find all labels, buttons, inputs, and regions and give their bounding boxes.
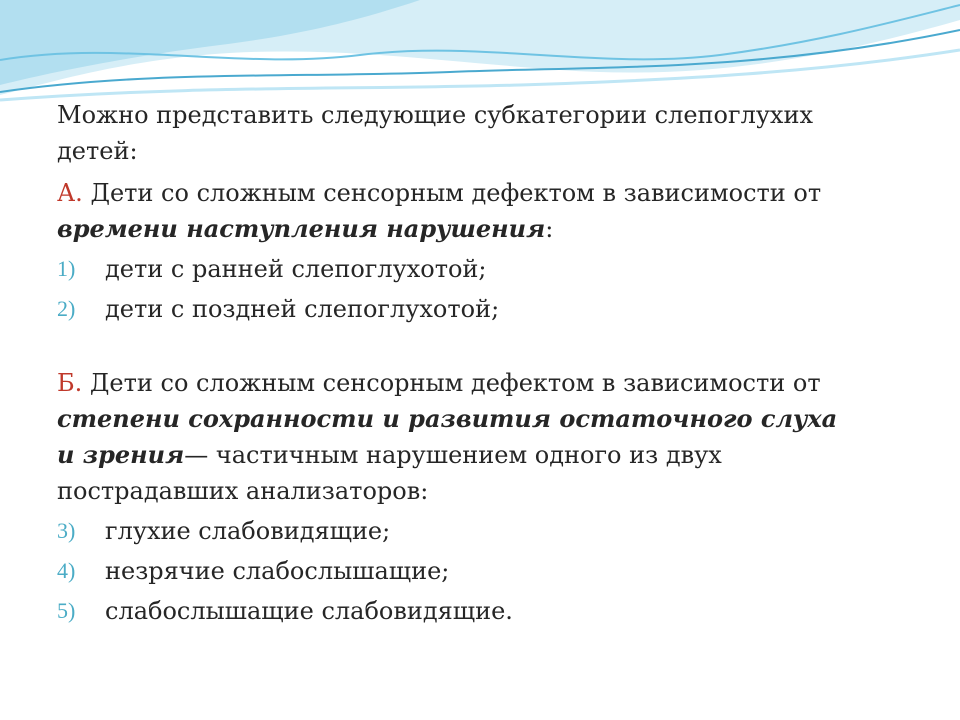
intro-paragraph — [57, 97, 907, 169]
section-b-tail-2: пострадавших анализаторов: — [57, 477, 429, 505]
list-item-number: 1) — [57, 256, 76, 281]
section-a-letter: А. — [57, 179, 83, 207]
intro-line-2: детей: — [57, 137, 138, 165]
list-item-text: дети с поздней слепоглухотой; — [105, 295, 500, 323]
section-a-text: Дети со сложным сенсорным дефектом в зависимости от — [82, 179, 822, 207]
slide-content — [57, 97, 907, 633]
list-item — [57, 593, 907, 629]
section-b-letter: Б. — [57, 369, 83, 397]
list-item-number: 3) — [57, 518, 76, 543]
list-item-text: слабослышащие слабовидящие. — [105, 597, 513, 625]
list-item-text: глухие слабовидящие; — [105, 517, 391, 545]
section-a-emphasis: времени наступления нарушения — [57, 214, 546, 243]
section-b-heading — [57, 365, 907, 509]
list-item-text: незрячие слабослышащие; — [105, 557, 450, 585]
list-item-text: дети с ранней слепоглухотой; — [105, 255, 487, 283]
section-b-emphasis-2: и зрения — [57, 440, 185, 469]
section-b-text: Дети со сложным сенсорным дефектом в зависимости от — [82, 369, 821, 397]
list-item-number: 4) — [57, 558, 76, 583]
list-item — [57, 291, 907, 327]
section-b-tail-1: — частичным нарушением одного из двух — [184, 441, 722, 469]
section-b-emphasis-1: степени сохранности и развития остаточного слуха — [57, 404, 838, 433]
section-a-tail: : — [545, 215, 554, 243]
intro-line-1: Можно представить следующие субкатегории слепоглухих — [57, 101, 813, 129]
list-item-number: 5) — [57, 598, 76, 623]
section-a-heading — [57, 175, 907, 247]
list-item — [57, 251, 907, 287]
list-item-number: 2) — [57, 296, 76, 321]
list-item — [57, 513, 907, 549]
list-item — [57, 553, 907, 589]
